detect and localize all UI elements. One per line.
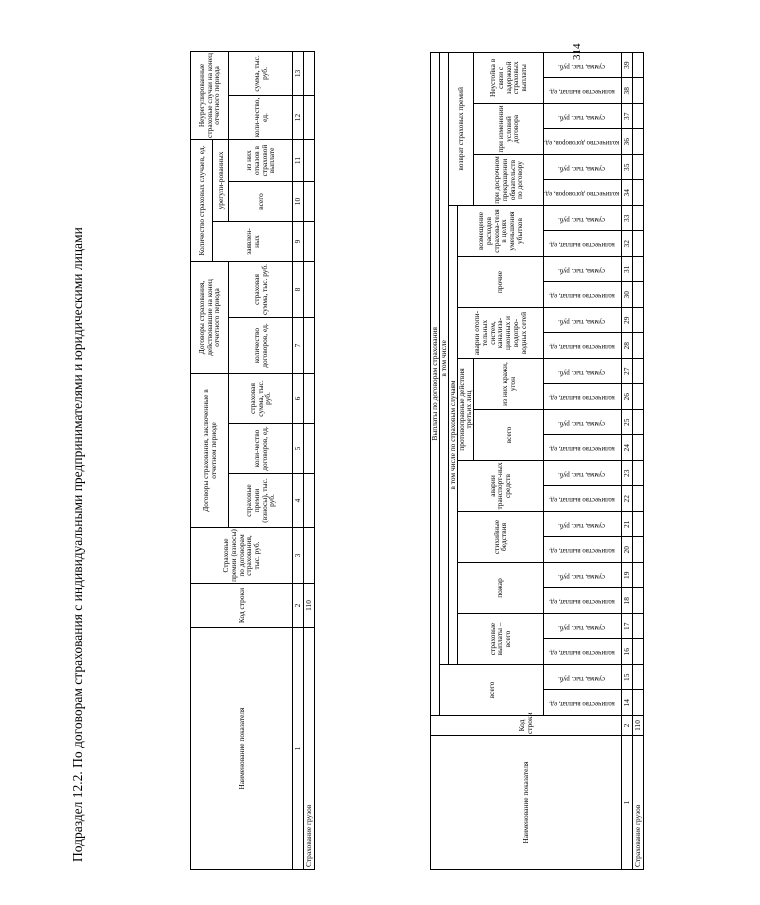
section-title: Подраздел 12.2. По договорам страхования с индивидуальными предпринимателями и юридическими лицами — [70, 227, 85, 862]
header-theft: из них кражи, угон — [474, 359, 544, 410]
header-unsettled-sum: сумма, тыс. руб. — [229, 51, 293, 95]
col-num: 11 — [293, 139, 304, 181]
header-unsettled: Неурегулированные страховые случаи на конец отчетного периода — [191, 51, 229, 139]
data-cell[interactable] — [632, 52, 643, 78]
data-cell[interactable] — [304, 262, 315, 318]
data-cell[interactable] — [632, 563, 643, 589]
data-cell[interactable] — [632, 282, 643, 308]
col-num: 26 — [621, 384, 632, 410]
header-active: Договоры страхования, действовавшие на конец отчетного периода — [191, 262, 229, 374]
col-num: 18 — [621, 588, 632, 614]
col-num: 10 — [293, 182, 304, 222]
col-num: 5 — [293, 424, 304, 474]
col-num: 29 — [621, 308, 632, 334]
header-qty: количество выплат, ед. — [544, 384, 622, 410]
header-sum: сумма, тыс. руб. — [544, 104, 622, 130]
header-sum: сумма, тыс. руб. — [544, 563, 622, 589]
data-cell[interactable] — [632, 384, 643, 410]
col-num: 19 — [621, 563, 632, 589]
header-declared: заявлен-ных — [213, 222, 293, 262]
header-penalty: Неустойка в связи с задержкой страховых выплаты — [474, 52, 544, 103]
header-qty: количество выплат, ед. — [544, 537, 622, 563]
header-utility: аварии отопи-тельных систем, канализа-ционных и водопро-водных сетей — [457, 308, 544, 359]
row-code: 110 — [304, 584, 315, 628]
header-row-code: Код строки — [191, 584, 293, 628]
header-sum: сумма, тыс. руб. — [544, 410, 622, 436]
header-qty: количество выплат, ед. — [544, 639, 622, 665]
header-sum: сумма, тыс. руб. — [544, 155, 622, 181]
data-cell[interactable] — [304, 51, 315, 95]
header-insured-sum: страховая сумма, тыс. руб. — [229, 374, 293, 424]
data-cell[interactable] — [632, 359, 643, 385]
row-label: Страхование грузов — [632, 736, 643, 870]
column-number-row — [293, 51, 304, 869]
col-num: 36 — [621, 129, 632, 155]
col-num: 6 — [293, 374, 304, 424]
col-num: 8 — [293, 262, 304, 318]
header-qty: количество выплат, ед. — [544, 435, 622, 461]
header-sum: сумма, тыс. руб. — [544, 461, 622, 487]
col-num: 16 — [621, 639, 632, 665]
header-indicator-name: Наименование показателя — [191, 628, 293, 870]
header-qty: количество выплат, ед. — [544, 282, 622, 308]
table-row — [632, 52, 643, 869]
col-num: 37 — [621, 104, 632, 130]
col-num: 1 — [293, 628, 304, 870]
header-qty: количество выплат, ед. — [544, 231, 622, 257]
header-transport: аварии транспорт-ных средств — [457, 461, 544, 512]
column-number-row — [621, 52, 632, 869]
data-cell[interactable] — [304, 374, 315, 424]
header-qty: количество выплат, ед. — [544, 690, 622, 716]
header-active-count: количество договоров, ед. — [229, 318, 293, 374]
row-code: 110 — [632, 716, 643, 736]
data-cell[interactable] — [632, 104, 643, 130]
header-return: возврат страховых премий — [448, 52, 473, 205]
col-num: 38 — [621, 78, 632, 104]
col-num: 24 — [621, 435, 632, 461]
col-num: 35 — [621, 155, 632, 181]
page-number: 314 — [571, 43, 583, 60]
data-cell[interactable] — [632, 257, 643, 283]
col-num: 23 — [621, 461, 632, 487]
data-cell[interactable] — [304, 182, 315, 222]
data-cell[interactable] — [304, 95, 315, 139]
data-cell[interactable] — [632, 129, 643, 155]
data-cell[interactable] — [632, 78, 643, 104]
col-num: 12 — [293, 95, 304, 139]
header-row-code: Код строки — [431, 716, 622, 736]
data-cell[interactable] — [632, 206, 643, 232]
data-cell[interactable] — [632, 512, 643, 538]
data-cell[interactable] — [304, 139, 315, 181]
header-sum: сумма, тыс. руб. — [544, 52, 622, 78]
header-by-cases: в том числе по страховым случаям — [448, 206, 457, 665]
data-cell[interactable] — [632, 410, 643, 436]
header-count-contracts: коли-чество договоров, ед. — [229, 424, 293, 474]
data-cell[interactable] — [632, 461, 643, 487]
header-qty: количество выплат, ед. — [544, 78, 622, 104]
data-cell[interactable] — [632, 690, 643, 716]
header-sum: сумма, тыс. руб. — [544, 206, 622, 232]
data-cell[interactable] — [304, 474, 315, 528]
col-num: 13 — [293, 51, 304, 95]
header-total: всего — [440, 665, 544, 716]
header-early: при досрочном прекращении обязательств по договору — [474, 155, 544, 206]
header-third-total: всего — [474, 410, 544, 461]
col-num: 7 — [293, 318, 304, 374]
data-cell[interactable] — [632, 614, 643, 640]
header-other: прочие — [457, 257, 544, 308]
col-num: 14 — [621, 690, 632, 716]
col-num: 27 — [621, 359, 632, 385]
col-num: 21 — [621, 512, 632, 538]
col-num: 4 — [293, 474, 304, 528]
header-concluded: Договоры страхования, заключенные в отчетном периоде — [191, 374, 229, 528]
header-sum: сумма, тыс. руб. — [544, 308, 622, 334]
col-num: 39 — [621, 52, 632, 78]
header-qty-contracts: количество договоров, ед. — [544, 129, 622, 155]
col-num: 32 — [621, 231, 632, 257]
header-ins-total: страховые выплаты – всего — [457, 614, 544, 665]
header-incl: в том числе — [440, 52, 449, 664]
col-num: 30 — [621, 282, 632, 308]
col-num: 28 — [621, 333, 632, 359]
data-cell[interactable] — [632, 639, 643, 665]
data-cell[interactable] — [632, 537, 643, 563]
header-qty-contracts: количество договоров, ед. — [544, 180, 622, 206]
header-fire: пожар — [457, 563, 544, 614]
col-num: 3 — [293, 528, 304, 584]
header-premiums: Страховые премии (взносы) по договорам страхования, тыс. руб. — [191, 528, 293, 584]
header-natural: стихийные бедствия — [457, 512, 544, 563]
col-num: 15 — [621, 665, 632, 691]
col-num: 2 — [293, 584, 304, 628]
table-row — [304, 51, 315, 869]
header-sum: сумма, тыс. руб. — [544, 359, 622, 385]
data-cell[interactable] — [632, 333, 643, 359]
header-third-party: противоправные действия третьих лиц — [457, 359, 474, 461]
data-cell[interactable] — [304, 222, 315, 262]
header-payments: Выплаты по договорам страхования — [431, 52, 440, 715]
header-sum: сумма, тыс. руб. — [544, 257, 622, 283]
header-cases: Количество страховых случаев, ед. — [191, 139, 213, 261]
section-title-wrap — [70, 62, 86, 862]
data-cell[interactable] — [632, 308, 643, 334]
data-cell[interactable] — [304, 318, 315, 374]
header-premiums-sub: страховые премии (взносы), тыс. руб. — [229, 474, 293, 528]
data-cell[interactable] — [632, 155, 643, 181]
rotated-content — [190, 50, 760, 870]
header-sum: сумма, тыс. руб. — [544, 665, 622, 691]
contracts-table — [190, 51, 315, 870]
header-settled: урегули-рованных — [213, 139, 229, 221]
header-loss: возмещение расходов страхова-теля в целях уменьшения убытков — [457, 206, 544, 257]
data-cell[interactable] — [304, 424, 315, 474]
header-change: при изменении условий договора — [474, 104, 544, 155]
col-num: 1 — [621, 736, 632, 870]
col-num: 31 — [621, 257, 632, 283]
data-cell[interactable] — [304, 528, 315, 584]
data-cell[interactable] — [632, 231, 643, 257]
col-num: 20 — [621, 537, 632, 563]
data-cell[interactable] — [632, 435, 643, 461]
header-qty: количество выплат, ед. — [544, 486, 622, 512]
header-unsettled-count: коли-чество, ед. — [229, 95, 293, 139]
row-label: Страхование грузов — [304, 628, 315, 870]
data-cell[interactable] — [632, 486, 643, 512]
data-cell[interactable] — [632, 180, 643, 206]
header-indicator-name: Наименование показателя — [431, 736, 622, 870]
header-qty: количество выплат, ед. — [544, 333, 622, 359]
header-sum: сумма, тыс. руб. — [544, 512, 622, 538]
data-cell[interactable] — [632, 665, 643, 691]
data-cell[interactable] — [632, 588, 643, 614]
col-num: 9 — [293, 222, 304, 262]
payments-table — [430, 52, 644, 870]
header-sum: сумма, тыс. руб. — [544, 614, 622, 640]
header-active-sum: страховая сумма, тыс. руб. — [229, 262, 293, 318]
col-num: 34 — [621, 180, 632, 206]
col-num: 17 — [621, 614, 632, 640]
col-num: 2 — [621, 716, 632, 736]
header-qty: количество выплат, ед. — [544, 588, 622, 614]
col-num: 33 — [621, 206, 632, 232]
header-settled-total: всего — [229, 182, 293, 222]
col-num: 25 — [621, 410, 632, 436]
header-refused: из них отказов в страховой выплате — [229, 139, 293, 181]
col-num: 22 — [621, 486, 632, 512]
